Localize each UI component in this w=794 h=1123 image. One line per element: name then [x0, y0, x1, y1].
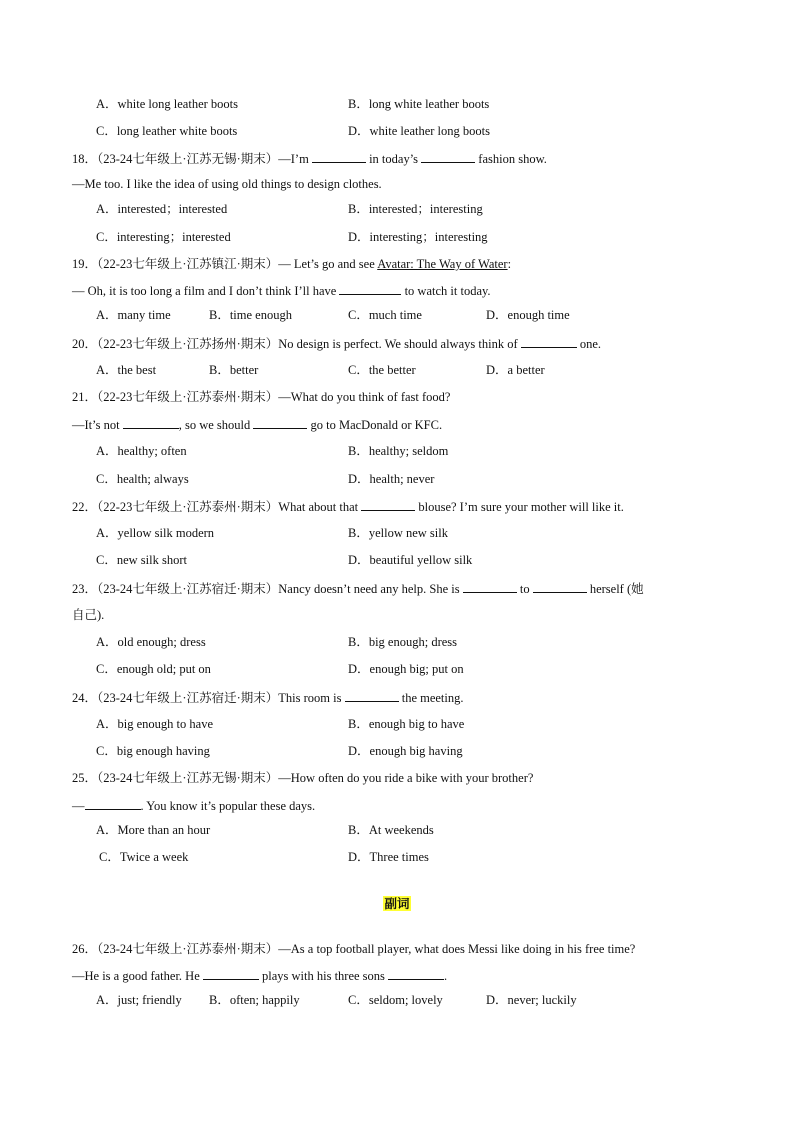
q24-option-d: D．enough big having — [348, 744, 463, 758]
q24-option-a: A．big enough to have — [96, 717, 213, 731]
q18-reply: —Me too. I like the idea of using old things to design clothes. — [72, 177, 382, 191]
q19-option-a: A．many time — [96, 308, 171, 322]
q18-option-a: A．interested；interested — [96, 202, 228, 216]
q17-option-c: C．long leather white boots — [96, 124, 238, 138]
section-heading — [0, 894, 794, 912]
q26-option-c: C．seldom; lovely — [348, 993, 443, 1007]
q25-reply: — . You know it’s popular these days. — [72, 799, 316, 813]
q17-option-b: B．long white leather boots — [348, 97, 490, 111]
q20-option-c: C．the better — [348, 363, 416, 377]
q18-option-c: C．interesting；interested — [96, 230, 231, 244]
q24-option-b: B．enough big to have — [348, 717, 465, 731]
q21-reply: —It’s not , so we should go to MacDonald or KFC. — [72, 418, 443, 432]
q24-option-c: C．big enough having — [96, 744, 210, 758]
q24-stem: 24．（23-24七年级上·江苏宿迁·期末）This room is the meeting. — [72, 691, 464, 705]
q26-option-a: A．just; friendly — [96, 993, 182, 1007]
q21-option-a: A．healthy; often — [96, 444, 187, 458]
q21-stem: 21．（22-23七年级上·江苏泰州·期末）—What do you think of fast food? — [72, 390, 451, 404]
q25-stem: 25．（23-24七年级上·江苏无锡·期末）—How often do you ride a bike with your brother? — [72, 771, 534, 785]
q19-reply: — Oh, it is too long a film and I don’t think I’ll have to watch it today. — [72, 284, 491, 298]
q23-stem-continued: 自己). — [72, 608, 105, 622]
q18-option-d: D．interesting；interesting — [348, 230, 488, 244]
q25-option-b: B．At weekends — [348, 823, 434, 837]
q19-option-d: D．enough time — [486, 308, 570, 322]
q26-option-b: B．often; happily — [209, 993, 300, 1007]
q19-stem: 19．（22-23七年级上·江苏镇江·期末）— Let’s go and see Avatar: The Way of Water: — [72, 257, 512, 271]
q22-option-b: B．yellow new silk — [348, 526, 448, 540]
q20-option-a: A．the best — [96, 363, 157, 377]
q21-option-d: D．health; never — [348, 472, 435, 486]
q25-option-a: A．More than an hour — [96, 823, 211, 837]
q25-option-c: C．Twice a week — [99, 850, 189, 864]
q22-stem: 22．（22-23七年级上·江苏泰州·期末）What about that blouse? I’m sure your mother will like it. — [72, 500, 624, 514]
q23-stem: 23．（23-24七年级上·江苏宿迁·期末）Nancy doesn’t need any help. She is to herself (她 — [72, 582, 644, 596]
q23-option-a: A．old enough; dress — [96, 635, 206, 649]
q21-option-b: B．healthy; seldom — [348, 444, 449, 458]
q20-option-b: B．better — [209, 363, 259, 377]
q26-stem: 26．（23-24七年级上·江苏泰州·期末）—As a top football player, what does Messi like doing in his free time? — [72, 942, 636, 956]
q17-option-d: D．white leather long boots — [348, 124, 490, 138]
q23-option-c: C．enough old; put on — [96, 662, 211, 676]
q23-option-b: B．big enough; dress — [348, 635, 458, 649]
q23-option-d: D．enough big; put on — [348, 662, 464, 676]
q17-option-a: A．white long leather boots — [96, 97, 238, 111]
q22-option-a: A．yellow silk modern — [96, 526, 215, 540]
q26-option-d: D．never; luckily — [486, 993, 577, 1007]
q21-option-c: C．health; always — [96, 472, 189, 486]
q18-stem: 18．（23-24七年级上·江苏无锡·期末）—I’m in today’s fashion show. — [72, 152, 547, 166]
q22-option-c: C．new silk short — [96, 553, 187, 567]
q20-stem: 20．（22-23七年级上·江苏扬州·期末）No design is perfect. We should always think of one. — [72, 337, 602, 351]
q19-film-title: Avatar: The Way of Water — [377, 257, 508, 271]
q18-option-b: B．interested；interesting — [348, 202, 483, 216]
q26-reply: —He is a good father. He plays with his three sons . — [72, 969, 448, 983]
q25-option-d: D．Three times — [348, 850, 429, 864]
section-heading-highlight: 副词 — [384, 896, 410, 911]
q19-option-c: C．much time — [348, 308, 422, 322]
q20-option-d: D．a better — [486, 363, 545, 377]
q22-option-d: D．beautiful yellow silk — [348, 553, 473, 567]
q19-option-b: B．time enough — [209, 308, 292, 322]
